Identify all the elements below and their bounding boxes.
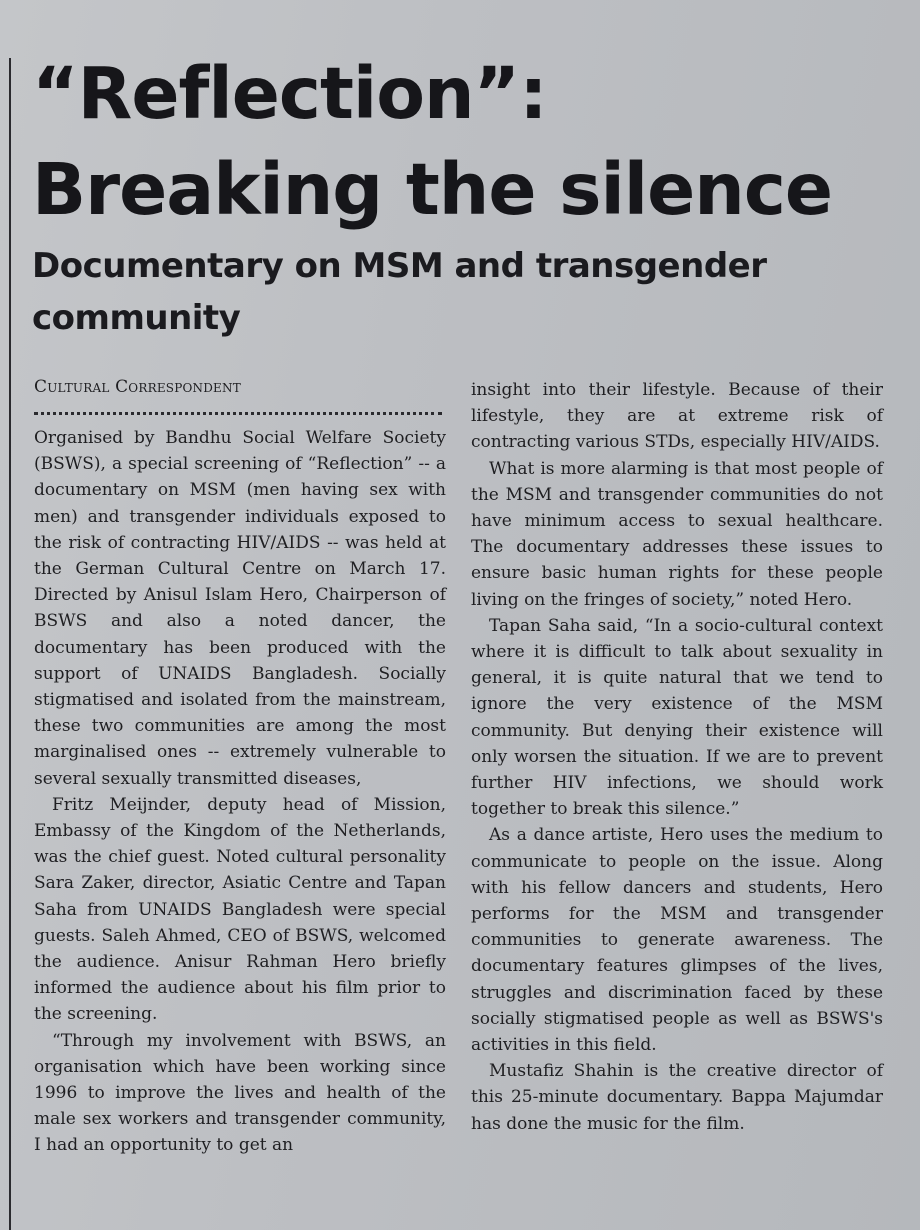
show-through-text — [20, 0, 900, 50]
article-subheadline: Documentary on MSM and transgender community — [32, 246, 767, 338]
show-through-footer — [60, 1208, 910, 1230]
paragraph: Mustafiz Shahin is the creative director of this 25-minute documentary. Bappa Majumdar has done the music for the film. — [471, 1061, 883, 1134]
paragraph: “Through my involvement with BSWS, an organisation which have been working since 1996 to improve the lives and health of the male sex workers and transgender community, I had an opportunity to get an — [34, 1030, 446, 1156]
dotted-separator — [34, 412, 442, 415]
paragraph: Fritz Meijnder, deputy head of Mission, Embassy of the Kingdom of the Netherlands, was the chief guest. Noted cultural personality Sara Zaker, director, Asiatic Centre and Tapan Saha from UNAIDS Bangladesh were special guests. Saleh Ahmed, CEO of BSWS, welcomed the audience. Anisur Rahman Hero briefly informed the audience about his film prior to the screening. — [34, 794, 446, 1025]
byline: Cultural Correspondent — [34, 377, 241, 397]
column-divider-rule — [9, 58, 11, 1230]
paragraph: What is more alarming is that most people of the MSM and transgender communities do not have minimum access to sexual healthcare. The documentary addresses these issues to ensure basic human rights for these people living on the fringes of society,” noted Hero. — [471, 458, 883, 610]
paragraph: Tapan Saha said, “In a socio-cultural context where it is difficult to talk about sexuality in general, it is quite natural that we tend to ignore the very existence of the MSM community. But denying their existence will only worsen the situation. If we are to prevent further HIV infections, we should work together to break this silence.” — [471, 615, 883, 820]
paragraph: insight into their lifestyle. Because of their lifestyle, they are at extreme risk of contracting various STDs, especially HIV/AIDS. — [471, 380, 883, 453]
paragraph: Organised by Bandhu Social Welfare Society (BSWS), a special screening of “Reflection” -- a documentary on MSM (men having sex with men) and transgender individuals exposed to the risk of contracting HIV/AIDS -- was held at the German Cultural Centre on March 17. Directed by Anisul Islam Hero, Chairperson of BSWS and also a noted dancer, the documentary has been produced with the support of UNAIDS Bangladesh. Socially stigmatised and isolated from the mainstream, these two communities are among the most marginalised ones -- extremely vulnerable to several sexually transmitted diseases, — [34, 428, 446, 789]
article-column-2 — [471, 377, 883, 1137]
article-headline: “Reflection”: Breaking the silence — [32, 52, 833, 231]
paragraph: As a dance artiste, Hero uses the medium to communicate to people on the issue. Along with his fellow dancers and students, Hero performs for the MSM and transgender communities to generate awareness. The documentary features glimpses of the lives, struggles and discrimination faced by these socially stigmatised people as well as BSWS's activities in this field. — [471, 825, 883, 1056]
article-column-1 — [34, 372, 446, 1159]
